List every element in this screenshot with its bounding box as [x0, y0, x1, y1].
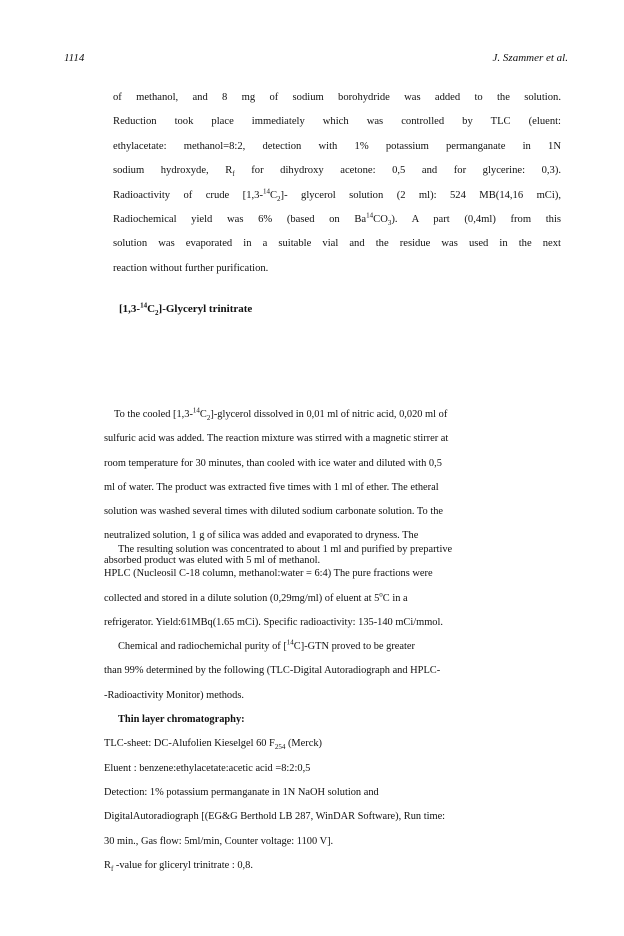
- text-line: Chemical and radiochemichal purity of [$^{14}$C]-GTN proved to be greater: [118, 638, 415, 653]
- tlc-detection: Detection: 1% potassium permanganate in 1N NaOH solution and: [104, 786, 379, 798]
- text-line: absorbed product was eluted with 5 ml of methanol.: [104, 554, 321, 566]
- text-line: reaction without further purification.: [113, 262, 269, 274]
- text-line: than 99% determined by the following (TLC-Digital Autoradiograph and HPLC-: [104, 665, 441, 677]
- text-line: Radioactivity of crude $[1,3-^{14}C_2]-$ glycerol solution (2 ml): 524 MB(14,16 mCi),: [113, 187, 561, 203]
- tlc-rf-value: $R_f$ -value for gliceryl trinitrate : 0,8.: [104, 859, 253, 873]
- tlc-eluent: Eluent : benzene:ethylacetate:acetic acid =8:2:0,5: [104, 762, 311, 774]
- page-number: 1114: [64, 52, 85, 64]
- text-line: refrigerator. Yield:61MBq(1.65 mCi). Specific radioactivity: 135-140 mCi/mmol.: [104, 616, 443, 628]
- text-line: sodium hydroxyde, $R_f$ for dihydroxy acetone: 0,5 and for glycerine: 0,3).: [113, 165, 561, 179]
- text-line: To the cooled $[1,3-^{14}C_2]$-glycerol dissolved in 0,01 ml of nitric acid, 0,020 ml of: [114, 406, 448, 423]
- section-heading: $[1,3-^{14}C_2]$-Glyceryl trinitrate: [119, 301, 253, 318]
- text-line: ml of water. The product was extracted five times with 1 ml of ether. The etheral: [104, 481, 439, 493]
- tlc-sheet: TLC-sheet: DC-Alufolien Kieselgel 60 $F_{254}$ (Merck): [104, 738, 322, 752]
- text-line: Radiochemical yield was 6% (based on $Ba^{14}CO_3$). A part (0,4ml) from this: [113, 211, 562, 228]
- text-line: ethylacetate: methanol=8:2, detection with 1% potassium permanganate in 1N: [113, 140, 561, 152]
- running-header-authors: J. Szammer et al.: [492, 52, 568, 64]
- text-line: Reduction took place immediately which was controlled by TLC (eluent:: [113, 116, 561, 128]
- text-line: solution was washed several times with diluted sodium carbonate solution. To the: [104, 506, 444, 518]
- text-line: room temperature for 30 minutes, than cooled with ice water and diluted with 0,5: [104, 457, 442, 469]
- paragraph-purification: [104, 538, 554, 878]
- text-line: of methanol, and 8 mg of sodium borohydride was added to the solution.: [113, 92, 561, 103]
- text-line: HPLC (Nucleosil C-18 column, methanol:water = 6:4) The pure fractions were: [104, 568, 433, 580]
- tlc-detection: 30 min., Gas flow: 5ml/min, Counter voltage: 1100 V].: [104, 835, 334, 847]
- tlc-heading: Thin layer chromatography:: [118, 714, 245, 726]
- text-line: sulfuric acid was added. The reaction mixture was stirred with a magnetic stirrer at: [104, 433, 449, 445]
- text-line: -Radioactivity Monitor) methods.: [104, 689, 244, 701]
- text-line: neutralized solution, 1 g of silica was added and evaporated to dryness. The: [104, 530, 419, 542]
- text-line: solution was evaporated in a suitable vial and the residue was used in the next: [113, 238, 561, 250]
- tlc-detection: DigitalAutoradiograph [(EG&G Berthold LB 287, WinDAR Software), Run time:: [104, 811, 446, 823]
- text-line: collected and stored in a dilute solution (0,29mg/ml) of eluent at 5$^o$C in a: [104, 590, 408, 604]
- text-line: The resulting solution was concentrated to about 1 ml and purified by prepartive: [118, 544, 453, 555]
- paragraph-reduction: [113, 86, 561, 281]
